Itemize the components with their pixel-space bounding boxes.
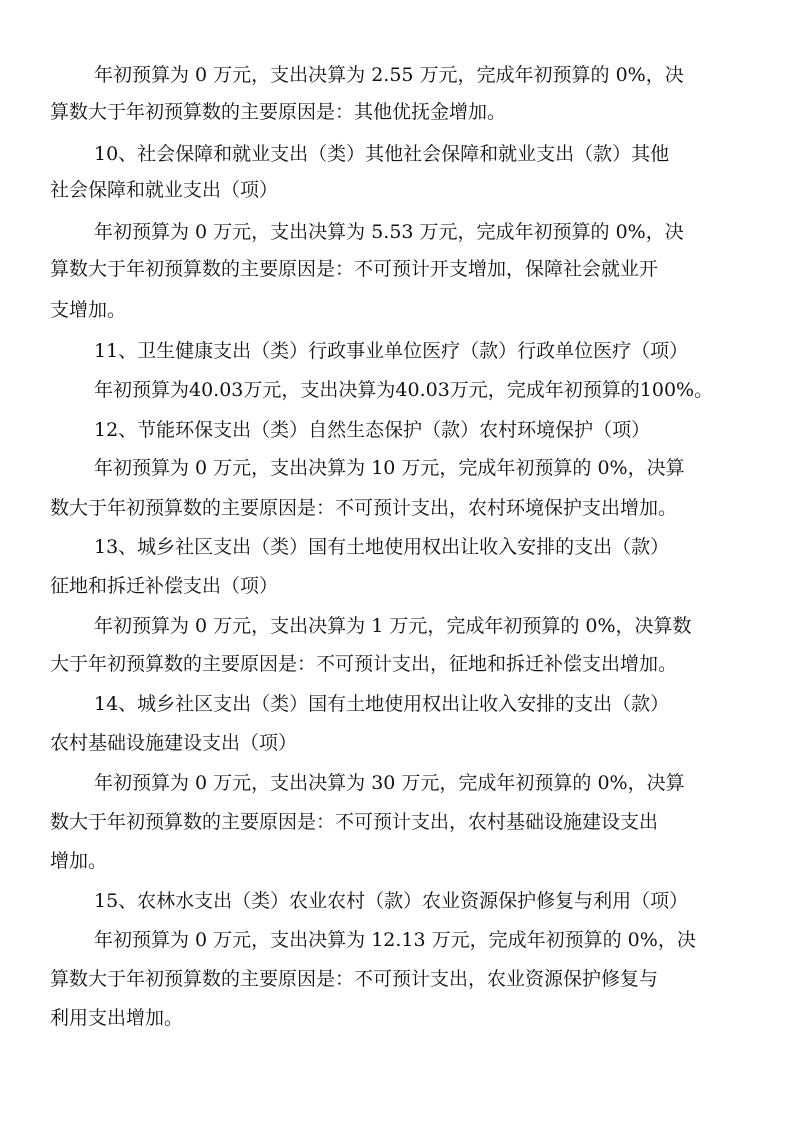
text-line-12: 数大于年初预算数的主要原因是：不可预计支出，农村环境保护支出增加。 bbox=[50, 497, 678, 519]
text-line-20: 数大于年初预算数的主要原因是：不可预计支出，农村基础设施建设支出 bbox=[50, 811, 659, 833]
text-line-24: 算数大于年初预算数的主要原因是：不可预计支出，农业资源保护修复与 bbox=[50, 968, 659, 990]
text-line-18: 农村基础设施建设支出（项） bbox=[50, 732, 298, 754]
text-line-1: 年初预算为 0 万元，支出决算为 2.55 万元，完成年初预算的 0%，决 bbox=[94, 64, 684, 86]
text-line-13: 13、城乡社区支出（类）国有土地使用权出让收入安排的支出（款） bbox=[94, 536, 670, 558]
text-line-9: 年初预算为40.03万元，支出决算为40.03万元，完成年初预算的100%。 bbox=[94, 379, 714, 401]
text-line-17: 14、城乡社区支出（类）国有土地使用权出让收入安排的支出（款） bbox=[94, 693, 670, 715]
text-line-4: 社会保障和就业支出（项） bbox=[50, 179, 279, 201]
text-line-15: 年初预算为 0 万元，支出决算为 1 万元，完成年初预算的 0%，决算数 bbox=[94, 615, 692, 637]
text-line-6: 算数大于年初预算数的主要原因是：不可预计开支增加，保障社会就业开 bbox=[50, 258, 659, 280]
text-line-25: 利用支出增加。 bbox=[50, 1007, 184, 1029]
text-line-2: 算数大于年初预算数的主要原因是：其他优抚金增加。 bbox=[50, 101, 507, 123]
text-line-8: 11、卫生健康支出（类）行政事业单位医疗（款）行政单位医疗（项） bbox=[94, 340, 689, 362]
text-line-14: 征地和拆迁补偿支出（项） bbox=[50, 575, 279, 597]
text-line-5: 年初预算为 0 万元，支出决算为 5.53 万元，完成年初预算的 0%，决 bbox=[94, 221, 684, 243]
text-line-21: 增加。 bbox=[50, 850, 108, 872]
text-line-16: 大于年初预算数的主要原因是：不可预计支出，征地和拆迁补偿支出增加。 bbox=[50, 653, 678, 675]
text-line-22: 15、农林水支出（类）农业农村（款）农业资源保护修复与利用（项） bbox=[94, 890, 689, 912]
text-line-7: 支增加。 bbox=[50, 299, 127, 321]
text-line-11: 年初预算为 0 万元，支出决算为 10 万元，完成年初预算的 0%，决算 bbox=[94, 457, 685, 479]
text-line-23: 年初预算为 0 万元，支出决算为 12.13 万元，完成年初预算的 0%，决 bbox=[94, 929, 696, 951]
text-line-10: 12、节能环保支出（类）自然生态保护（款）农村环境保护（项） bbox=[94, 419, 651, 441]
text-line-19: 年初预算为 0 万元，支出决算为 30 万元，完成年初预算的 0%，决算 bbox=[94, 772, 685, 794]
text-line-3: 10、社会保障和就业支出（类）其他社会保障和就业支出（款）其他 bbox=[94, 143, 670, 165]
